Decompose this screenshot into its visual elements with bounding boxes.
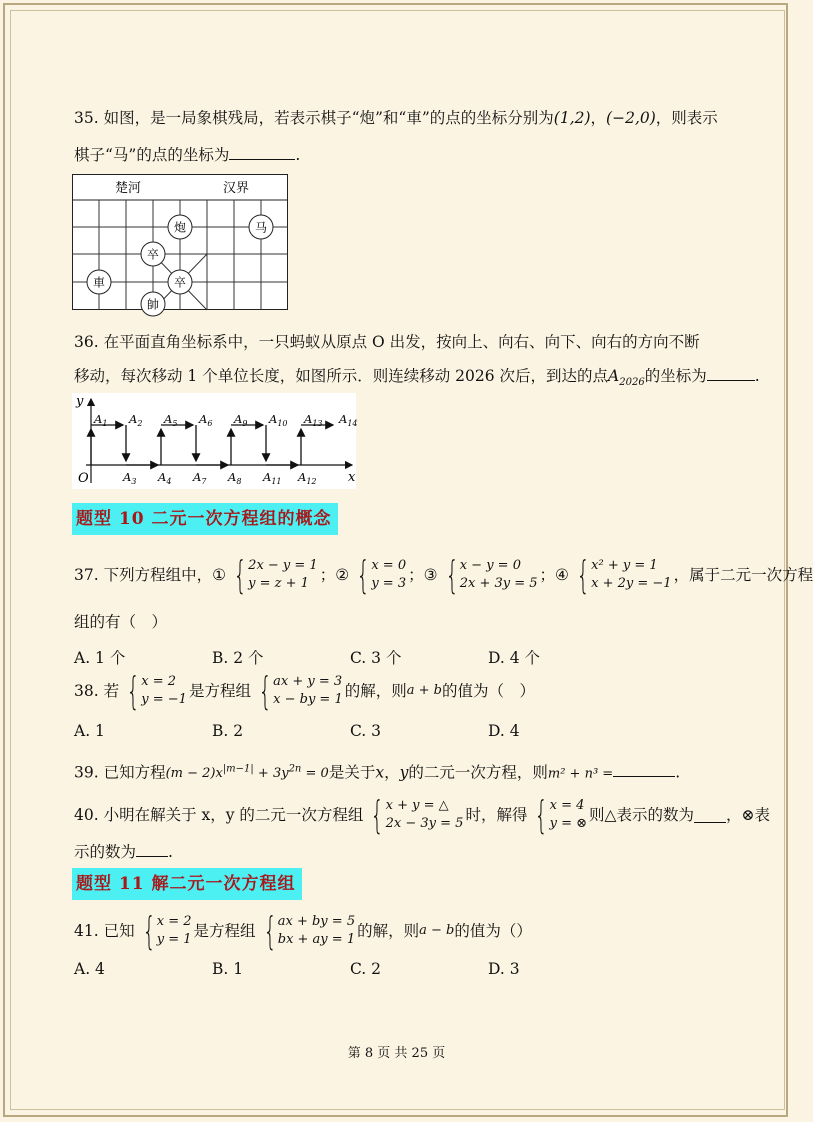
q40-sol-x: x = 4: [549, 798, 585, 813]
q39-expr: $(m - 2)x^{|m-1|} + 3y^{2n} = 0$: [165, 764, 329, 782]
q36-point-sub: 2026: [619, 377, 645, 389]
q41-end: 的值为（）: [454, 922, 532, 940]
q41-solution: { x = 2 y = 1: [142, 909, 192, 953]
ant-label-bottom: $A_4$: [158, 470, 172, 486]
q38-expr: a + b: [406, 683, 442, 698]
q37-sep-3: ；: [539, 566, 556, 584]
q37-option-d[interactable]: D. 4 个: [488, 649, 541, 667]
ant-origin-label: O: [78, 471, 89, 486]
q40-sys-eq2: 2x − 3y = 5: [385, 816, 464, 831]
q38-end: 的值为（ ）: [441, 682, 535, 700]
ant-label-top: $A_2$: [129, 412, 143, 428]
ant-label-top: $A_{10}$: [269, 412, 288, 428]
q39-y: y: [399, 763, 409, 782]
q37-num-2: ②: [335, 566, 350, 584]
ant-label-top: $A_9$: [234, 412, 248, 428]
q37-sep-1: ；: [319, 566, 336, 584]
q35-text-end: ，则表示: [655, 109, 718, 127]
piece-ma: [249, 215, 273, 239]
piece-ju: [87, 270, 111, 294]
q41-expr: a − b: [419, 923, 455, 938]
q40-period: .: [168, 843, 173, 861]
q40-mid3: ，⊗表: [725, 806, 770, 824]
piece-ju-label: 車: [92, 275, 106, 290]
q39-target: m² + n³ =: [547, 766, 614, 782]
q40-prefix: 40. 小明在解关于 x，y 的二元一次方程组: [74, 806, 364, 824]
q40-mid2: 则△表示的数为: [589, 806, 694, 824]
ant-label-bottom: $A_7$: [193, 470, 207, 486]
q38-option-b[interactable]: B. 2: [212, 722, 244, 740]
piece-shuai-label: 帥: [146, 297, 160, 312]
q41-options: [0, 960, 793, 982]
ant-label-top: $A_{13}$: [304, 412, 323, 428]
q41-system: { ax + by = 5 bx + ay = 1: [263, 909, 356, 953]
piece-zu-1: [141, 242, 165, 266]
q36-point: A: [608, 367, 620, 385]
q37-s2-eq1: x = 0: [371, 558, 407, 573]
q38-mid: 是方程组: [188, 682, 251, 700]
q37-s3-eq1: x − y = 0: [459, 558, 521, 573]
q36-period: .: [754, 367, 760, 385]
q40-mid: 时，解得: [465, 806, 528, 824]
q37-option-a[interactable]: A. 1 个: [74, 649, 126, 667]
q40-sys-eq1: x + y = △: [385, 798, 449, 813]
ant-x-axis-label: x: [348, 470, 356, 485]
q39-period: .: [675, 763, 681, 782]
q35-coord-pao: (1,2): [553, 109, 591, 127]
q37-option-b[interactable]: B. 2 个: [212, 649, 264, 667]
q38-options: [0, 722, 793, 744]
q37-s1-eq2: y = z + 1: [248, 576, 309, 591]
ant-path-figure: [72, 393, 356, 489]
q37-s1-eq1: 2x − y = 1: [248, 558, 318, 573]
ant-label-bottom: $A_{12}$: [298, 470, 317, 486]
q41-suffix: 的解，则: [357, 922, 420, 940]
ant-label-top: $A_{14}$: [339, 412, 358, 428]
q39-mid2: 的二元一次方程，则: [408, 763, 548, 782]
q37-system-1: { 2x − y = 1 y = z + 1: [233, 553, 318, 597]
q38-line: [74, 669, 535, 713]
ant-y-axis-label: y: [76, 394, 84, 409]
q37-line2: 组的有（ ）: [74, 613, 168, 631]
q41-option-a[interactable]: A. 4: [74, 960, 105, 978]
q38-sys-eq1: ax + y = 3: [273, 674, 343, 689]
q36-text: 36. 在平面直角坐标系中，一只蚂蚁从原点 O 出发，按向上、向右、向下、向右的方向不断: [74, 333, 700, 351]
q39-line: [74, 760, 680, 784]
ant-label-bottom: $A_3$: [123, 470, 137, 486]
q35-text: 35. 如图，是一局象棋残局，若表示棋子“炮”和“車”的点的坐标分别为: [74, 109, 554, 127]
q36-text-end: 的坐标为: [644, 367, 707, 385]
q37-s4-eq1: x² + y = 1: [591, 558, 658, 573]
q41-mid: 是方程组: [193, 922, 256, 940]
ant-label-top: $A_1$: [94, 412, 108, 428]
q41-sol-y: y = 1: [156, 932, 192, 947]
q40-text2: 示的数为: [74, 843, 137, 861]
q40-solution: { x = 4 y = ⊗: [534, 793, 588, 837]
q35-answer-blank: [229, 145, 295, 160]
piece-shuai: [141, 292, 165, 316]
q38-suffix: 的解，则: [344, 682, 407, 700]
q36-text2: 移动，每次移动 1 个单位长度，如图所示．则连续移动 2026 次后，到达的点: [74, 367, 609, 385]
q37-system-4: { x² + y = 1 x + 2y = −1: [576, 553, 672, 597]
q37-system-3: { x − y = 0 2x + 3y = 5: [444, 553, 538, 597]
q38-solution: { x = 2 y = −1: [126, 669, 187, 713]
q38-sys-eq2: x − by = 1: [273, 692, 343, 707]
q36-line1: [74, 332, 700, 352]
q39-mid: 是关于: [328, 763, 376, 782]
xiangqi-board-figure: [72, 174, 288, 310]
ant-label-top: $A_6$: [199, 412, 213, 428]
q37-options: [0, 646, 793, 668]
q38-system: { ax + y = 3 x − by = 1: [258, 669, 343, 713]
q41-sol-x: x = 2: [156, 914, 192, 929]
q37-num-1: ①: [212, 566, 226, 584]
q40-system: { x + y = △ 2x − 3y = 5: [370, 793, 464, 837]
topic-11-heading: 题型 11 解二元一次方程组: [72, 868, 302, 900]
q38-option-c[interactable]: C. 3: [350, 722, 382, 740]
q39-prefix: 39. 已知方程: [74, 763, 166, 782]
q38-sol-x: x = 2: [141, 674, 177, 689]
q38-option-d[interactable]: D. 4: [488, 722, 520, 740]
q37-option-c[interactable]: C. 3 个: [350, 649, 402, 667]
q37-s2-eq2: y = 3: [371, 576, 407, 591]
q41-line: [74, 909, 532, 953]
q35-coord-ju: (−2,0): [606, 109, 656, 127]
page-footer: 第 8 页 共 25 页: [347, 1046, 446, 1061]
river-right-label: 汉界: [222, 181, 250, 196]
ant-label-top: $A_5$: [164, 412, 178, 428]
q37-num-4: ④: [555, 566, 569, 584]
q39-comma: ，: [384, 763, 400, 782]
q37-suffix: ，属于二元一次方程: [673, 566, 813, 584]
q40-sol-y: y = ⊗: [549, 816, 588, 831]
q39-answer-blank: [613, 762, 675, 777]
q37-sep-2: ；: [408, 566, 424, 584]
q40-line1: [74, 793, 770, 837]
q38-option-a[interactable]: A. 1: [74, 722, 105, 740]
piece-zu-2-label: 卒: [173, 275, 187, 290]
q37-prefix: 37. 下列方程组中，: [74, 566, 213, 584]
q40-line2: [74, 842, 173, 862]
q40-answer-blank-1: [694, 808, 726, 823]
q38-sol-y: y = −1: [141, 692, 187, 707]
q35-line2: [74, 145, 300, 165]
q41-prefix: 41. 已知: [74, 922, 135, 940]
q36-line2: [74, 366, 760, 393]
piece-zu-1-label: 卒: [146, 247, 160, 262]
q41-option-b[interactable]: B. 1: [212, 960, 244, 978]
q37-line1: [74, 553, 813, 597]
q36-answer-blank: [707, 366, 755, 381]
q38-prefix: 38. 若: [74, 682, 120, 700]
q40-answer-blank-2: [136, 842, 168, 857]
q37-s4-eq2: x + 2y = −1: [591, 576, 672, 591]
ant-label-bottom: $A_{11}$: [263, 470, 282, 486]
q39-x: x: [375, 763, 385, 782]
ant-label-bottom: $A_8$: [228, 470, 242, 486]
q37-num-3: ③: [423, 566, 438, 584]
piece-zu-2: [168, 270, 192, 294]
q37-s3-eq2: 2x + 3y = 5: [459, 576, 538, 591]
q37-system-2: { x = 0 y = 3: [356, 553, 407, 597]
topic-10-heading: 题型 10 二元一次方程组的概念: [72, 503, 338, 535]
q41-option-c[interactable]: C. 2: [350, 960, 382, 978]
piece-pao: [168, 215, 192, 239]
q41-sys-eq1: ax + by = 5: [277, 914, 356, 929]
piece-ma-label: 马: [254, 220, 268, 235]
q41-sys-eq2: bx + ay = 1: [277, 932, 356, 947]
river-left-label: 楚河: [114, 181, 142, 196]
q41-option-d[interactable]: D. 3: [488, 960, 520, 978]
piece-pao-label: 炮: [173, 220, 187, 235]
q35-text2: 棋子“马”的点的坐标为: [74, 146, 230, 164]
q35-line1: 35. 如图，是一局象棋残局，若表示棋子“炮”和“車”的点的坐标分别为(1,2)，(−2,0)，则表示: [74, 109, 718, 127]
q35-period: .: [295, 146, 301, 164]
